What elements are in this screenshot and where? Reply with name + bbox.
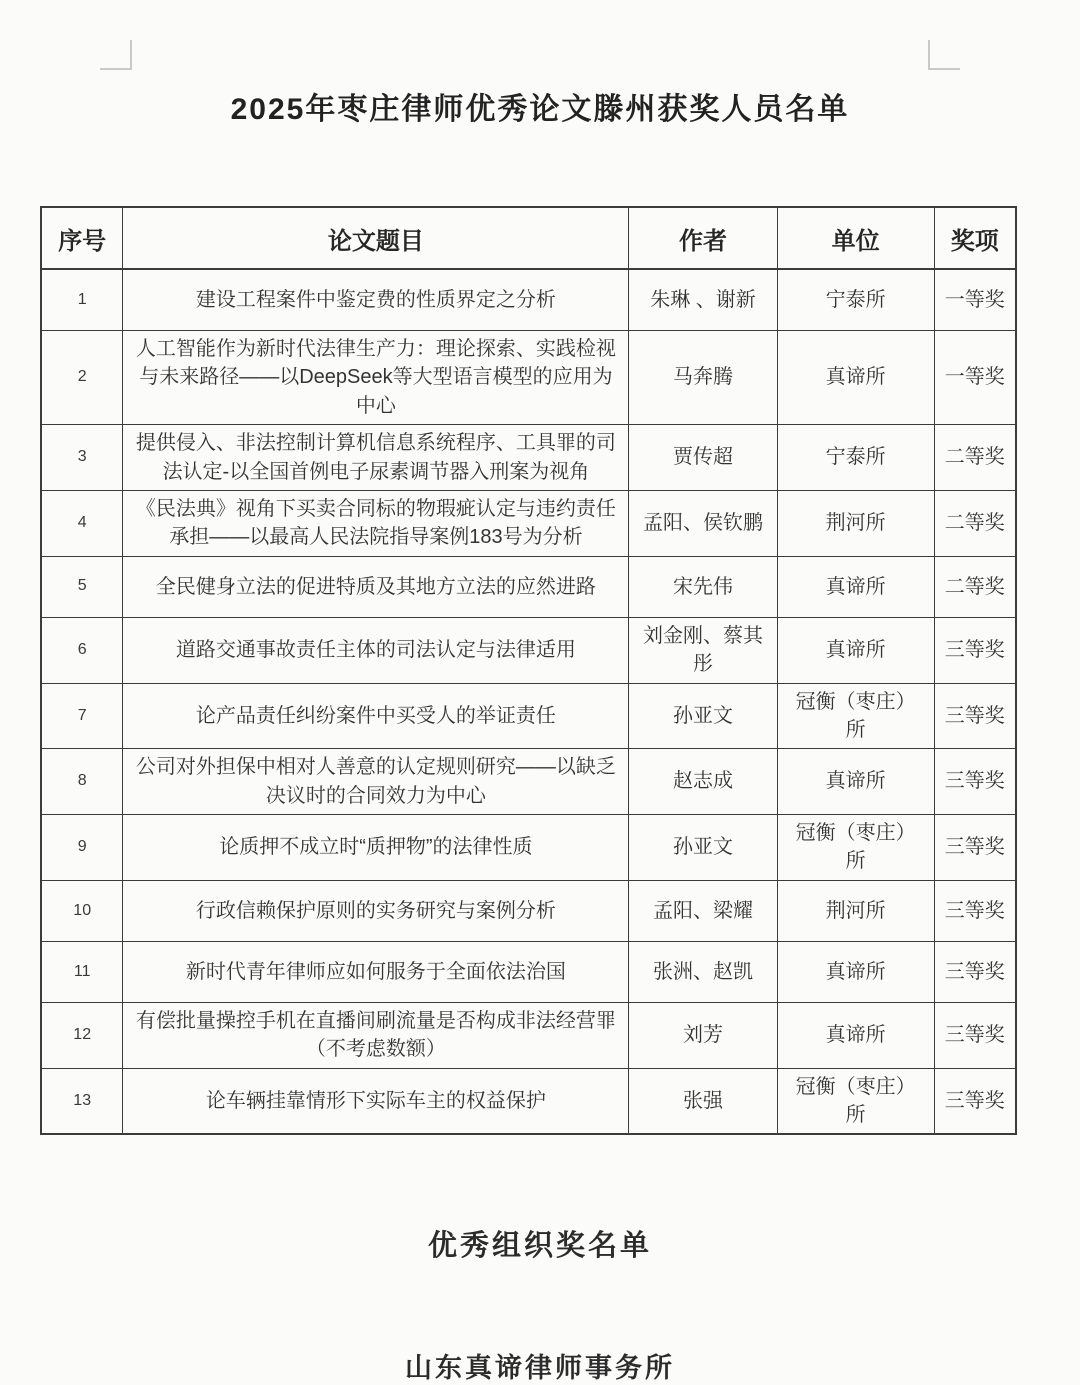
row-number-cell: 2 [41, 331, 123, 425]
table-row [41, 331, 1016, 425]
table-row [41, 425, 1016, 491]
row-number-cell: 11 [41, 941, 123, 1002]
row-number-cell: 10 [41, 880, 123, 941]
paper-title-cell: 建设工程案件中鉴定费的性质界定之分析 [123, 269, 629, 331]
author-cell: 孙亚文 [629, 815, 777, 881]
award-cell: 三等奖 [934, 617, 1016, 683]
award-cell: 二等奖 [934, 556, 1016, 617]
unit-cell: 真谛所 [777, 749, 934, 815]
author-cell: 孙亚文 [629, 683, 777, 749]
award-winners-table [40, 206, 1017, 1135]
table-row [41, 269, 1016, 331]
table-row [41, 556, 1016, 617]
row-number-cell: 12 [41, 1002, 123, 1068]
table-header-row [41, 207, 1016, 269]
row-number-cell: 3 [41, 425, 123, 491]
paper-title-cell: 人工智能作为新时代法律生产力：理论探索、实践检视与未来路径——以DeepSeek等大型语言模型的应用为中心 [123, 331, 629, 425]
author-cell: 宋先伟 [629, 556, 777, 617]
author-cell: 贾传超 [629, 425, 777, 491]
unit-cell: 真谛所 [777, 941, 934, 1002]
unit-cell: 宁泰所 [777, 425, 934, 491]
award-cell: 三等奖 [934, 683, 1016, 749]
author-cell: 孟阳、侯钦鹏 [629, 490, 777, 556]
table-row [41, 749, 1016, 815]
paper-title-cell: 全民健身立法的促进特质及其地方立法的应然进路 [123, 556, 629, 617]
row-number-cell: 4 [41, 490, 123, 556]
paper-title-cell: 《民法典》视角下买卖合同标的物瑕疵认定与违约责任承担——以最高人民法院指导案例183号为分析 [123, 490, 629, 556]
award-cell: 三等奖 [934, 941, 1016, 1002]
paper-title-cell: 公司对外担保中相对人善意的认定规则研究——以缺乏决议时的合同效力为中心 [123, 749, 629, 815]
paper-title-cell: 论车辆挂靠情形下实际车主的权益保护 [123, 1068, 629, 1134]
row-number-cell: 5 [41, 556, 123, 617]
org-award-heading: 优秀组织奖名单 [427, 1230, 652, 1263]
paper-title-cell: 有偿批量操控手机在直播间刷流量是否构成非法经营罪（不考虑数额） [123, 1002, 629, 1068]
paper-title-cell: 道路交通事故责任主体的司法认定与法律适用 [123, 617, 629, 683]
paper-title-cell: 提供侵入、非法控制计算机信息系统程序、工具罪的司法认定-以全国首例电子尿素调节器入刑案为视角 [123, 425, 629, 491]
unit-cell: 真谛所 [777, 1002, 934, 1068]
paper-title-cell: 论质押不成立时“质押物”的法律性质 [123, 815, 629, 881]
author-cell: 刘金刚、蔡其彤 [629, 617, 777, 683]
author-cell: 张洲、赵凯 [629, 941, 777, 1002]
table-row [41, 815, 1016, 881]
award-cell: 一等奖 [934, 331, 1016, 425]
award-cell: 三等奖 [934, 815, 1016, 881]
award-cell: 一等奖 [934, 269, 1016, 331]
column-header-author: 作者 [629, 207, 777, 269]
table-row [41, 617, 1016, 683]
row-number-cell: 9 [41, 815, 123, 881]
unit-cell: 冠衡（枣庄）所 [777, 815, 934, 881]
unit-cell: 冠衡（枣庄）所 [777, 683, 934, 749]
column-header-award: 奖项 [934, 207, 1016, 269]
award-cell: 三等奖 [934, 1068, 1016, 1134]
table-row [41, 941, 1016, 1002]
table-row [41, 880, 1016, 941]
award-cell: 三等奖 [934, 1002, 1016, 1068]
table-row [41, 1002, 1016, 1068]
unit-cell: 荆河所 [777, 880, 934, 941]
author-cell: 刘芳 [629, 1002, 777, 1068]
row-number-cell: 6 [41, 617, 123, 683]
author-cell: 张强 [629, 1068, 777, 1134]
table-row [41, 1068, 1016, 1134]
award-cell: 三等奖 [934, 749, 1016, 815]
paper-title-cell: 行政信赖保护原则的实务研究与案例分析 [123, 880, 629, 941]
column-header-unit: 单位 [777, 207, 934, 269]
margin-corner-mark-top-left-icon [100, 40, 132, 70]
unit-cell: 荆河所 [777, 490, 934, 556]
unit-cell: 真谛所 [777, 617, 934, 683]
margin-corner-mark-top-right-icon [928, 40, 960, 70]
row-number-cell: 7 [41, 683, 123, 749]
row-number-cell: 13 [41, 1068, 123, 1134]
document-title: 2025年枣庄律师优秀论文滕州获奖人员名单 [230, 93, 850, 126]
award-cell: 二等奖 [934, 425, 1016, 491]
unit-cell: 真谛所 [777, 331, 934, 425]
row-number-cell: 8 [41, 749, 123, 815]
author-cell: 马奔腾 [629, 331, 777, 425]
author-cell: 朱琳 、谢新 [629, 269, 777, 331]
paper-title-cell: 论产品责任纠纷案件中买受人的举证责任 [123, 683, 629, 749]
paper-title-cell: 新时代青年律师应如何服务于全面依法治国 [123, 941, 629, 1002]
author-cell: 赵志成 [629, 749, 777, 815]
row-number-cell: 1 [41, 269, 123, 331]
unit-cell: 宁泰所 [777, 269, 934, 331]
author-cell: 孟阳、梁耀 [629, 880, 777, 941]
table-row [41, 490, 1016, 556]
unit-cell: 冠衡（枣庄）所 [777, 1068, 934, 1134]
org-award-winner: 山东真谛律师事务所 [405, 1353, 675, 1384]
table-row [41, 683, 1016, 749]
column-header-number: 序号 [41, 207, 123, 269]
unit-cell: 真谛所 [777, 556, 934, 617]
award-cell: 三等奖 [934, 880, 1016, 941]
column-header-paper-title: 论文题目 [123, 207, 629, 269]
award-cell: 二等奖 [934, 490, 1016, 556]
